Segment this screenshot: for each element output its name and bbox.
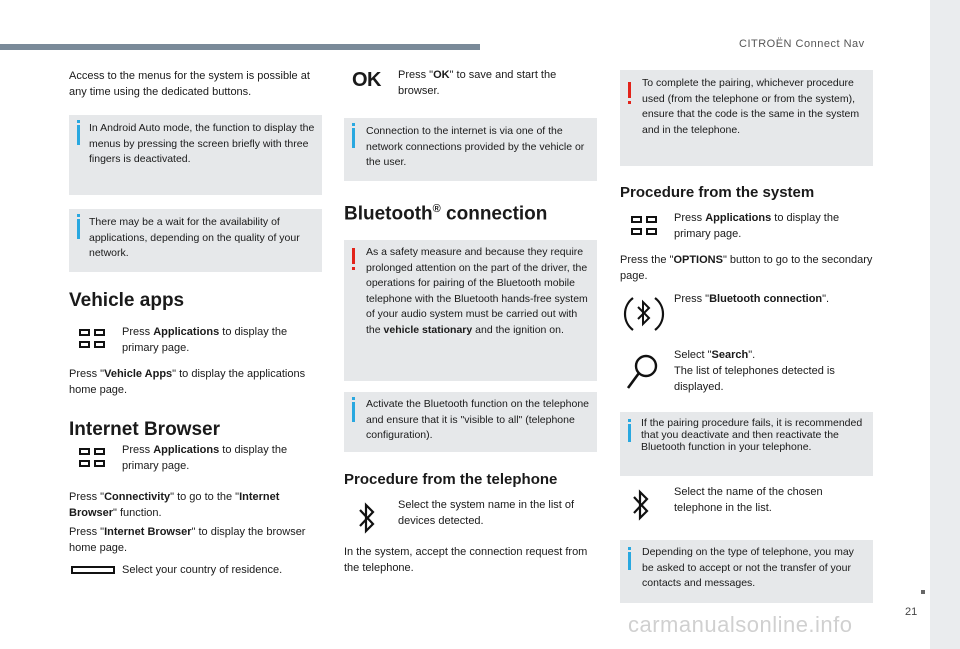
header-bar — [0, 44, 480, 50]
bluetooth-icon — [631, 487, 651, 523]
info-fail-text: If the pairing procedure fails, it is recommended that you deactivate and then reactivate the Bluetooth function in your telephone. — [641, 417, 863, 453]
info-box-wait — [69, 209, 322, 272]
info-icon — [352, 402, 355, 422]
search-icon — [623, 352, 661, 392]
vehicle-apps-press-applications: Press Applications to display the primary page. — [122, 326, 288, 354]
bluetooth-connection-press-text: Press "Bluetooth connection". — [674, 293, 830, 305]
info-box-activate — [344, 392, 597, 452]
info-depending-text: Depending on the type of telephone, you may be asked to accept or not the transfer of your contacts and messages. — [642, 546, 854, 589]
warning-box-safety — [344, 240, 597, 381]
info-icon — [628, 424, 631, 442]
page-edge-sidebar — [930, 0, 960, 649]
bluetooth-connection-heading: Bluetooth® connection — [344, 203, 548, 225]
info-wait-text: There may be a wait for the availability of applications, depending on the quality of your network. — [89, 216, 300, 259]
bluetooth-connection-icon — [621, 291, 667, 337]
bluetooth-icon — [357, 500, 377, 536]
ok-press-text: Press "OK" to save and start the browser. — [398, 69, 557, 97]
input-field-icon — [71, 566, 115, 574]
browser-press-applications: Press Applications to display the primary page. — [122, 444, 288, 472]
warning-icon — [628, 82, 631, 98]
select-chosen-phone-text: Select the name of the chosen telephone in the list. — [674, 486, 823, 514]
select-country-text: Select your country of residence. — [122, 564, 283, 576]
intro-text: Access to the menus for the system is possible at any time using the dedicated buttons. — [69, 70, 310, 98]
applications-grid-icon — [79, 448, 109, 468]
system-press-applications: Press Applications to display the primary page. — [674, 212, 840, 240]
procedure-telephone-heading: Procedure from the telephone — [344, 471, 558, 488]
info-connection-text: Connection to the internet is via one of the network connections provided by the vehicle or the user. — [366, 125, 585, 168]
warning-complete-text: To complete the pairing, whichever procedure used (from the telephone or from the system), ensure that the code is the same in the system and in the telephone. — [642, 77, 860, 136]
internet-browser-heading: Internet Browser — [69, 419, 220, 440]
options-text: Press the "OPTIONS" button to go to the secondary page. — [620, 254, 873, 282]
applications-grid-icon — [79, 329, 109, 349]
info-android-text: In Android Auto mode, the function to display the menus by pressing the screen briefly with three fingers is deactivated. — [89, 122, 315, 165]
browser-connectivity-text: Press "Connectivity" to go to the "Internet Browser" function. — [69, 491, 280, 519]
warning-icon — [352, 248, 355, 264]
info-box-depending — [620, 540, 873, 603]
continuation-marker — [921, 590, 925, 594]
ok-icon: OK — [352, 69, 381, 91]
info-activate-text: Activate the Bluetooth function on the telephone and ensure that it is "visible to all" (telephone configuration). — [366, 398, 589, 441]
page-number: 21 — [905, 606, 918, 618]
info-icon — [352, 128, 355, 148]
info-box-connection — [344, 118, 597, 181]
watermark: carmanualsonline.info — [628, 612, 853, 637]
info-icon — [77, 219, 80, 239]
info-icon — [77, 125, 80, 145]
vehicle-apps-home-text: Press "Vehicle Apps" to display the applications home page. — [69, 368, 306, 396]
warning-box-complete — [620, 70, 873, 166]
accept-request-text: In the system, accept the connection request from the telephone. — [344, 546, 588, 574]
procedure-system-heading: Procedure from the system — [620, 184, 815, 201]
header-title: CITROËN Connect Nav — [739, 38, 865, 50]
vehicle-apps-heading: Vehicle apps — [69, 290, 185, 311]
select-system-name-text: Select the system name in the list of devices detected. — [398, 499, 575, 527]
info-box-fail — [620, 412, 873, 476]
browser-home-text: Press "Internet Browser" to display the browser home page. — [69, 526, 306, 554]
applications-grid-icon — [631, 216, 661, 236]
info-box-android — [69, 115, 322, 195]
warning-safety-text: As a safety measure and because they require prolonged attention on the part of the driver, the operations for pairing of the Bluetooth mobile telephone with the Bluetooth hands-free system of your audio system must be carried out with the vehicle stationary and the ignition on. — [366, 246, 588, 336]
search-press-text: Select "Search". The list of telephones detected is displayed. — [674, 349, 835, 393]
info-icon — [628, 552, 631, 570]
